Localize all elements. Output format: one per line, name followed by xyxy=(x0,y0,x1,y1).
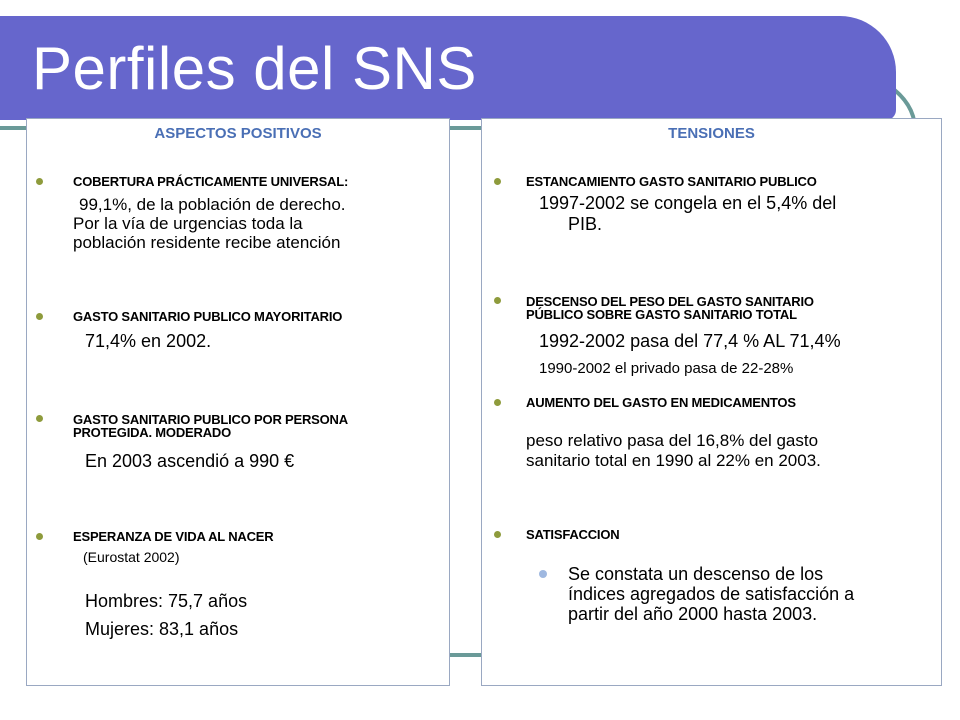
item-label: ESTANCAMIENTO GASTO SANITARIO PUBLICO xyxy=(526,174,817,189)
item-text: PIB. xyxy=(568,214,603,234)
item-text: sanitario total en 1990 al 22% en 2003. xyxy=(526,451,821,470)
item-text: Hombres: 75,7 años xyxy=(85,591,248,611)
positive-aspects-panel xyxy=(26,118,450,686)
tensions-panel xyxy=(481,118,942,686)
item-text: 71,4% en 2002. xyxy=(85,331,212,351)
panel-heading: ASPECTOS POSITIVOS xyxy=(154,125,322,142)
item-text: Por la vía de urgencias toda la xyxy=(73,214,303,233)
item-label: AUMENTO DEL GASTO EN MEDICAMENTOS xyxy=(526,395,796,410)
bullet-icon xyxy=(36,533,43,540)
item-label: GASTO SANITARIO PUBLICO MAYORITARIO xyxy=(73,309,343,324)
sub-item-text: partir del año 2000 hasta 2003. xyxy=(568,604,818,624)
item-text: Mujeres: 83,1 años xyxy=(85,619,239,639)
item-label: GASTO SANITARIO PUBLICO POR PERSONA xyxy=(73,412,348,427)
item-label: COBERTURA PRÁCTICAMENTE UNIVERSAL: xyxy=(73,174,349,189)
item-text: 1992-2002 pasa del 77,4 % AL 71,4% xyxy=(539,331,841,351)
bullet-icon xyxy=(36,313,43,320)
bullet-icon xyxy=(36,178,43,185)
bullet-icon xyxy=(36,415,43,422)
item-text: 99,1%, de la población de derecho. xyxy=(79,195,346,214)
bullet-icon xyxy=(494,297,501,304)
item-label: DESCENSO DEL PESO DEL GASTO SANITARIO xyxy=(526,294,814,309)
item-text: 1990-2002 el privado pasa de 22-28% xyxy=(539,360,794,377)
bullet-icon xyxy=(494,178,501,185)
source-note: (Eurostat 2002) xyxy=(83,549,180,565)
item-label: ESPERANZA DE VIDA AL NACER xyxy=(73,529,274,544)
item-label: PROTEGIDA. MODERADO xyxy=(73,425,231,440)
sub-bullet-icon xyxy=(539,570,547,578)
slide-title: Perfiles del SNS xyxy=(32,35,477,102)
item-text: 1997-2002 se congela en el 5,4% del xyxy=(539,193,837,213)
item-text: En 2003 ascendió a 990 € xyxy=(85,451,295,471)
sub-item-text: índices agregados de satisfacción a xyxy=(568,584,855,604)
panel-heading: TENSIONES xyxy=(668,125,755,142)
item-label: SATISFACCION xyxy=(526,527,620,542)
bullet-icon xyxy=(494,531,501,538)
item-label: PÚBLICO SOBRE GASTO SANITARIO TOTAL xyxy=(526,307,797,322)
sub-item-text: Se constata un descenso de los xyxy=(568,564,824,584)
bullet-icon xyxy=(494,399,501,406)
item-text: población residente recibe atención xyxy=(73,233,341,252)
item-text: peso relativo pasa del 16,8% del gasto xyxy=(526,431,819,450)
